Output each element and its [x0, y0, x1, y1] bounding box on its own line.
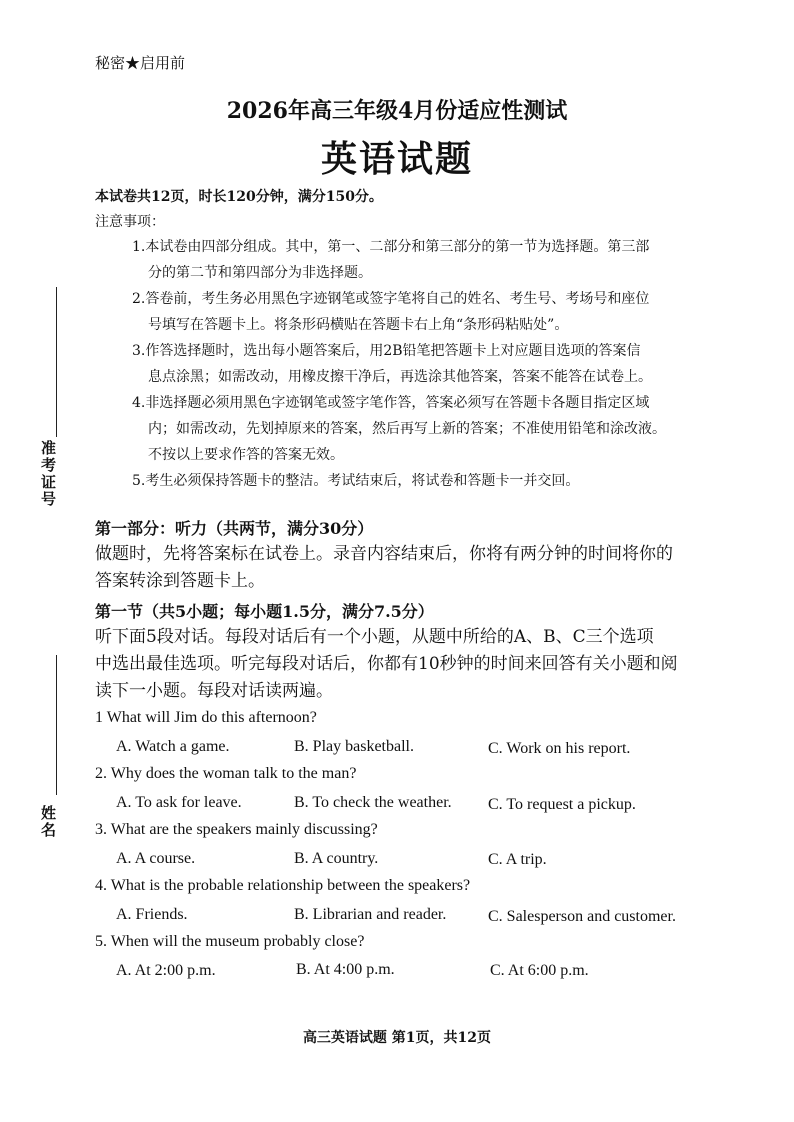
question-1-stem: 1 What will Jim do this afternoon?	[95, 709, 317, 726]
exam-number-line	[56, 287, 57, 437]
question-3-option-c: C. A trip.	[488, 851, 547, 868]
question-5-stem: 5. When will the museum probably close?	[95, 933, 365, 950]
notice-1-line-2: 分的第二节和第四部分为非选择题。	[148, 265, 372, 281]
question-4-option-a: A. Friends.	[116, 906, 188, 923]
notice-list	[132, 234, 742, 494]
notice-1-line-1: 1.本试卷由四部分组成。其中，第一、二部分和第三部分的第一节为选择题。第三部	[132, 239, 650, 255]
part1-intro	[95, 541, 745, 595]
part1-heading: 第一部分：听力（共两节，满分30分）	[95, 519, 374, 538]
confidential-mark: 秘密★启用前	[95, 54, 186, 72]
notice-3-line-1: 3.作答选择题时，选出每小题答案后，用2B铅笔把答题卡上对应题目选项的答案信	[132, 343, 641, 359]
part1-intro-line-2: 答案转涂到答题卡上。	[95, 571, 265, 591]
exam-number-label: 准考证号	[39, 440, 57, 508]
question-3-option-a: A. A course.	[116, 850, 196, 867]
section1-intro-line-1: 听下面5段对话。每段对话后有一个小题，从题中所给的A、B、C三个选项	[95, 627, 654, 647]
notice-4-line-2: 内；如需改动，先划掉原来的答案，然后再写上新的答案；不准使用铅笔和涂改液。	[148, 421, 666, 437]
name-label: 姓名	[39, 805, 57, 839]
question-5-option-a: A. At 2:00 p.m.	[116, 962, 216, 979]
question-2-option-a: A. To ask for leave.	[116, 794, 242, 811]
part1-intro-line-1: 做题时，先将答案标在试卷上。录音内容结束后，你将有两分钟的时间将你的	[95, 544, 673, 564]
notice-4-line-3: 不按以上要求作答的答案无效。	[148, 447, 344, 463]
question-2-option-c: C. To request a pickup.	[488, 796, 636, 813]
notice-4-line-1: 4.非选择题必须用黑色字迹钢笔或签字笔作答，答案必须写在答题卡各题目指定区域	[132, 395, 650, 411]
notice-3-line-2: 息点涂黑；如需改动，用橡皮擦干净后，再选涂其他答案，答案不能答在试卷上。	[148, 369, 652, 385]
question-5-option-c: C. At 6:00 p.m.	[490, 962, 589, 979]
question-5-option-b: B. At 4:00 p.m.	[296, 961, 395, 978]
question-2-stem: 2. Why does the woman talk to the man?	[95, 765, 357, 782]
question-3-option-b: B. A country.	[294, 850, 379, 867]
exam-title: 2026年高三年级4月份适应性测试	[226, 98, 568, 124]
question-4-option-c: C. Salesperson and customer.	[488, 908, 676, 925]
question-1-option-a: A. Watch a game.	[116, 738, 230, 755]
question-3-stem: 3. What are the speakers mainly discussing?	[95, 821, 378, 838]
notice-heading: 注意事项：	[95, 214, 165, 230]
question-1-option-b: B. Play basketball.	[294, 738, 414, 755]
section1-intro-line-2: 中选出最佳选项。听完每段对话后，你都有10秒钟的时间来回答有关小题和阅	[95, 654, 678, 674]
question-4-option-b: B. Librarian and reader.	[294, 906, 447, 923]
exam-info: 本试卷共12页，时长120分钟，满分150分。	[95, 189, 383, 205]
question-4-stem: 4. What is the probable relationship between the speakers?	[95, 877, 471, 894]
name-line	[56, 655, 57, 795]
section1-intro-line-3: 读下一小题。每段对话读两遍。	[95, 681, 333, 701]
question-1-option-c: C. Work on his report.	[488, 740, 631, 757]
section1-heading: 第一节（共5小题；每小题1.5分，满分7.5分）	[95, 602, 434, 621]
notice-5-line-1: 5.考生必须保持答题卡的整洁。考试结束后，将试卷和答题卡一并交回。	[132, 473, 580, 489]
page-footer: 高三英语试题 第1页，共12页	[302, 1030, 492, 1046]
notice-2-line-1: 2.答卷前，考生务必用黑色字迹钢笔或签字笔将自己的姓名、考生号、考场号和座位	[132, 291, 650, 307]
section1-intro	[95, 624, 745, 705]
subject-title: 英语试题	[320, 138, 473, 180]
question-2-option-b: B. To check the weather.	[294, 794, 452, 811]
notice-2-line-2: 号填写在答题卡上。将条形码横贴在答题卡右上角“条形码粘贴处”。	[148, 317, 569, 333]
